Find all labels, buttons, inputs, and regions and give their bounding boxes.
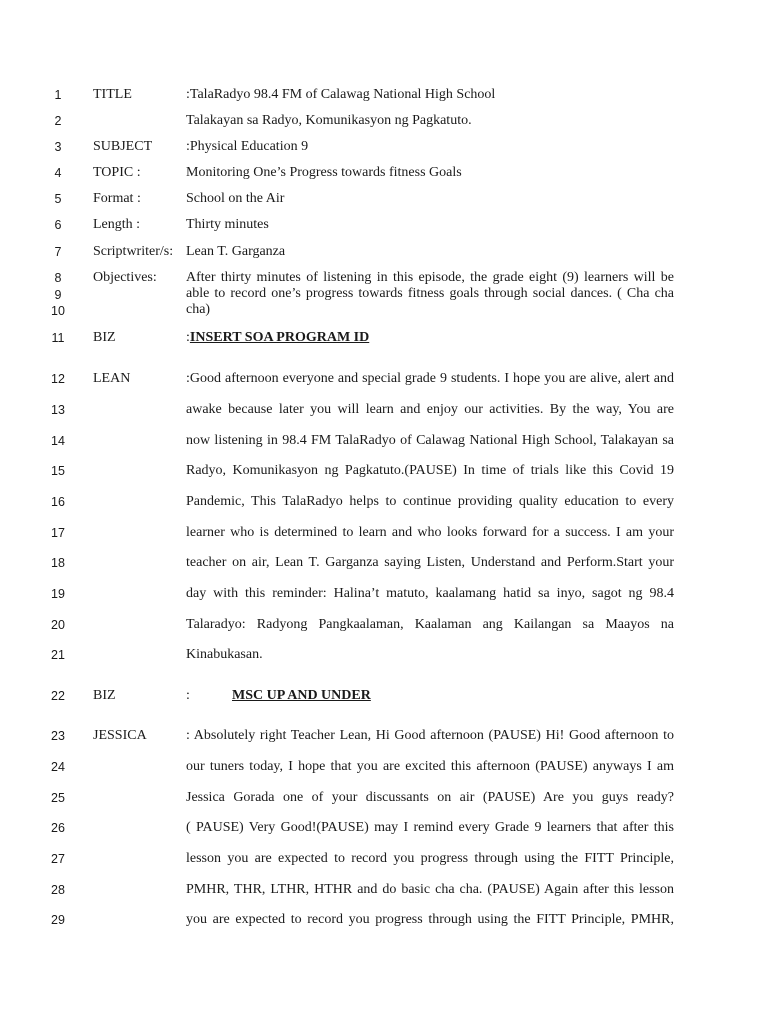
field-label-subject: SUBJECT [93, 139, 153, 154]
dialogue-line: Jessica Gorada one of your discussants on air (PAUSE) Are you guys ready? [186, 790, 674, 805]
line-number: 7 [54, 245, 62, 259]
dialogue-line: Pandemic, This TalaRadyo helps to continue providing quality education to every [186, 494, 674, 509]
dialogue-line: :Good afternoon everyone and special grade 9 students. I hope you are alive, alert and [186, 371, 674, 386]
line-number: 16 [51, 495, 65, 509]
field-value-length: Thirty minutes [186, 217, 269, 232]
field-value-subject: :Physical Education 9 [186, 139, 309, 154]
line-number: 3 [54, 140, 62, 154]
biz-cue [186, 330, 369, 346]
dialogue-line: you are expected to record you progress through using the FITT Principle, PMHR, [186, 912, 674, 927]
line-number: 14 [51, 434, 65, 448]
biz-cue-text: INSERT SOA PROGRAM ID [189, 330, 370, 345]
line-number: 20 [51, 618, 65, 632]
field-value-title: :TalaRadyo 98.4 FM of Calawag National High School [186, 87, 496, 102]
line-number: 5 [54, 192, 62, 206]
field-label-objectives: Objectives: [93, 270, 157, 285]
line-number: 19 [51, 587, 65, 601]
line-number: 23 [51, 729, 65, 743]
speaker-label-jessica: JESSICA [93, 728, 147, 743]
line-number: 13 [51, 403, 65, 417]
line-number: 29 [51, 913, 65, 927]
dialogue-line: ( PAUSE) Very Good!(PAUSE) may I remind every Grade 9 learners that after this [186, 820, 674, 835]
speaker-label-lean: LEAN [93, 371, 131, 386]
speaker-label-biz: BIZ [93, 688, 116, 703]
biz-cue-text: MSC UP AND UNDER [232, 688, 371, 703]
dialogue-line: day with this reminder: Halina’t matuto, kaalamang hatid sa inyo, sagot ng 98.4 [186, 586, 674, 601]
dialogue-line: Talaradyo: Radyong Pangkaalaman, Kaalaman ang Kailangan sa Maayos na [186, 617, 674, 632]
dialogue-line: Radyo, Komunikasyon ng Pagkatuto.(PAUSE) In time of trials like this Covid 19 [186, 463, 674, 478]
line-number: 4 [54, 166, 62, 180]
field-value-scriptwriter: Lean T. Garganza [186, 244, 286, 259]
objectives-text: After thirty minutes of listening in this episode, the grade eight (9) learners will be able to record one’s progress towards fitness goals through social dances. ( Cha cha cha) [186, 270, 674, 317]
line-number: 10 [51, 304, 65, 318]
line-number: 9 [54, 288, 62, 302]
field-value-format: School on the Air [186, 191, 285, 206]
line-number: 18 [51, 556, 65, 570]
dialogue-line: awake because later you will learn and enjoy our activities. By the way, You are [186, 402, 674, 417]
field-label-topic: TOPIC : [93, 165, 141, 180]
biz-colon: : [186, 330, 190, 345]
field-label-length: Length : [93, 217, 141, 232]
dialogue-line: learner who is determined to learn and who looks forward for a success. I am your [186, 525, 674, 540]
line-number: 15 [51, 464, 65, 478]
field-label-scriptwriter: Scriptwriter/s: [93, 244, 174, 259]
dialogue-line: PMHR, THR, LTHR, HTHR and do basic cha cha. (PAUSE) Again after this lesson [186, 882, 674, 897]
dialogue-line: teacher on air, Lean T. Garganza saying Listen, Understand and Perform.Start your [186, 555, 674, 570]
speaker-label-biz: BIZ [93, 330, 116, 345]
line-number: 22 [51, 689, 65, 703]
line-number: 27 [51, 852, 65, 866]
dialogue-line: lesson you are expected to record you progress through using the FITT Principle, [186, 851, 674, 866]
field-value-title-subtitle: Talakayan sa Radyo, Komunikasyon ng Pagkatuto. [186, 113, 472, 128]
line-number: 25 [51, 791, 65, 805]
dialogue-line: our tuners today, I hope that you are excited this afternoon (PAUSE) anyways I am [186, 759, 674, 774]
biz-colon: : [186, 688, 190, 703]
line-number: 21 [51, 648, 65, 662]
field-label-title: TITLE [93, 87, 132, 102]
line-number: 12 [51, 372, 65, 386]
line-number: 2 [54, 114, 62, 128]
line-number: 11 [51, 331, 65, 345]
line-number: 17 [51, 526, 65, 540]
dialogue-line: : Absolutely right Teacher Lean, Hi Good afternoon (PAUSE) Hi! Good afternoon to [186, 728, 674, 743]
line-number: 28 [51, 883, 65, 897]
line-number: 8 [54, 271, 62, 285]
field-value-topic: Monitoring One’s Progress towards fitness Goals [186, 165, 462, 180]
dialogue-line: now listening in 98.4 FM TalaRadyo of Calawag National High School, Talakayan sa [186, 433, 674, 448]
line-number: 1 [54, 88, 62, 102]
dialogue-line: Kinabukasan. [186, 647, 263, 662]
line-number: 24 [51, 760, 65, 774]
field-label-format: Format : [93, 191, 141, 206]
line-number: 26 [51, 821, 65, 835]
line-number: 6 [54, 218, 62, 232]
